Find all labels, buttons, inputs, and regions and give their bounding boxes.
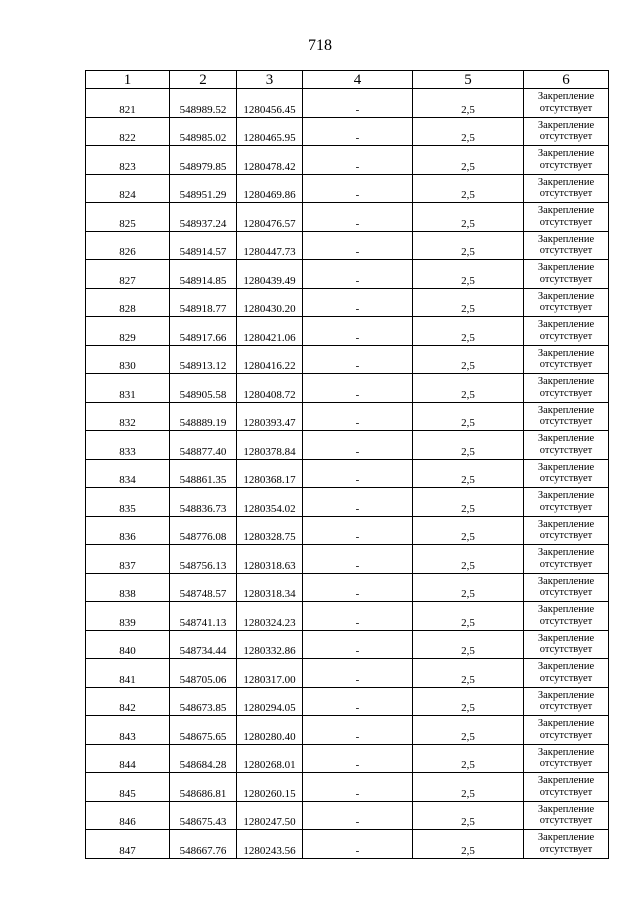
fixing-status-cell bbox=[524, 716, 609, 745]
column-header-6: 6 bbox=[524, 71, 609, 89]
x-coordinate-cell: 548675.65 bbox=[170, 716, 237, 745]
column-5-cell: 2,5 bbox=[413, 374, 524, 403]
table-row bbox=[86, 488, 609, 517]
fixing-status-line-2: отсутствует bbox=[539, 615, 593, 627]
table-row bbox=[86, 659, 609, 688]
table-row bbox=[86, 773, 609, 802]
fixing-status-line-2: отсутствует bbox=[539, 131, 593, 143]
column-4-cell: - bbox=[303, 174, 413, 203]
column-5-cell: 2,5 bbox=[413, 488, 524, 517]
fixing-status-cell bbox=[524, 602, 609, 631]
column-4-cell: - bbox=[303, 602, 413, 631]
x-coordinate-cell: 548877.40 bbox=[170, 431, 237, 460]
table-row bbox=[86, 602, 609, 631]
y-coordinate-cell: 1280324.23 bbox=[237, 602, 303, 631]
point-number-cell: 831 bbox=[86, 374, 170, 403]
column-5-cell: 2,5 bbox=[413, 203, 524, 232]
y-coordinate-cell: 1280456.45 bbox=[237, 89, 303, 118]
table-row bbox=[86, 716, 609, 745]
x-coordinate-cell: 548951.29 bbox=[170, 174, 237, 203]
y-coordinate-cell: 1280416.22 bbox=[237, 345, 303, 374]
fixing-status-line-1: Закрепление bbox=[537, 91, 595, 103]
column-5-cell: 2,5 bbox=[413, 573, 524, 602]
column-4-cell: - bbox=[303, 317, 413, 346]
column-5-cell: 2,5 bbox=[413, 89, 524, 118]
table-header-row bbox=[86, 71, 609, 89]
table-row bbox=[86, 830, 609, 859]
fixing-status-line-1: Закрепление bbox=[537, 775, 595, 787]
x-coordinate-cell: 548914.57 bbox=[170, 231, 237, 260]
fixing-status-line-2: отсутствует bbox=[539, 501, 593, 513]
column-4-cell: - bbox=[303, 687, 413, 716]
fixing-status-line-2: отсутствует bbox=[539, 188, 593, 200]
table-row bbox=[86, 374, 609, 403]
y-coordinate-cell: 1280368.17 bbox=[237, 459, 303, 488]
fixing-status-line-1: Закрепление bbox=[537, 404, 595, 416]
column-4-cell: - bbox=[303, 89, 413, 118]
column-header-5: 5 bbox=[413, 71, 524, 89]
column-5-cell: 2,5 bbox=[413, 716, 524, 745]
column-4-cell: - bbox=[303, 773, 413, 802]
x-coordinate-cell: 548985.02 bbox=[170, 117, 237, 146]
y-coordinate-cell: 1280478.42 bbox=[237, 146, 303, 175]
x-coordinate-cell: 548989.52 bbox=[170, 89, 237, 118]
fixing-status-line-1: Закрепление bbox=[537, 461, 595, 473]
fixing-status-line-1: Закрепление bbox=[537, 176, 595, 188]
x-coordinate-cell: 548667.76 bbox=[170, 830, 237, 859]
table-row bbox=[86, 174, 609, 203]
point-number-cell: 828 bbox=[86, 288, 170, 317]
column-5-cell: 2,5 bbox=[413, 687, 524, 716]
point-number-cell: 835 bbox=[86, 488, 170, 517]
column-4-cell: - bbox=[303, 459, 413, 488]
column-5-cell: 2,5 bbox=[413, 659, 524, 688]
column-5-cell: 2,5 bbox=[413, 288, 524, 317]
fixing-status-line-2: отсутствует bbox=[539, 416, 593, 428]
fixing-status-cell bbox=[524, 488, 609, 517]
fixing-status-line-2: отсутствует bbox=[539, 159, 593, 171]
fixing-status-line-1: Закрепление bbox=[537, 148, 595, 160]
fixing-status-line-1: Закрепление bbox=[537, 803, 595, 815]
point-number-cell: 846 bbox=[86, 801, 170, 830]
fixing-status-cell bbox=[524, 744, 609, 773]
fixing-status-line-1: Закрепление bbox=[537, 290, 595, 302]
table-row bbox=[86, 801, 609, 830]
fixing-status-line-1: Закрепление bbox=[537, 632, 595, 644]
column-5-cell: 2,5 bbox=[413, 602, 524, 631]
y-coordinate-cell: 1280280.40 bbox=[237, 716, 303, 745]
column-4-cell: - bbox=[303, 516, 413, 545]
table-row bbox=[86, 687, 609, 716]
fixing-status-cell bbox=[524, 260, 609, 289]
table-row bbox=[86, 516, 609, 545]
point-number-cell: 844 bbox=[86, 744, 170, 773]
fixing-status-cell bbox=[524, 174, 609, 203]
column-4-cell: - bbox=[303, 231, 413, 260]
column-4-cell: - bbox=[303, 716, 413, 745]
fixing-status-line-2: отсутствует bbox=[539, 786, 593, 798]
fixing-status-cell bbox=[524, 374, 609, 403]
y-coordinate-cell: 1280469.86 bbox=[237, 174, 303, 203]
point-number-cell: 833 bbox=[86, 431, 170, 460]
column-4-cell: - bbox=[303, 488, 413, 517]
x-coordinate-cell: 548979.85 bbox=[170, 146, 237, 175]
fixing-status-line-2: отсутствует bbox=[539, 216, 593, 228]
fixing-status-line-1: Закрепление bbox=[537, 746, 595, 758]
fixing-status-cell bbox=[524, 773, 609, 802]
fixing-status-line-2: отсутствует bbox=[539, 387, 593, 399]
y-coordinate-cell: 1280317.00 bbox=[237, 659, 303, 688]
fixing-status-line-2: отсутствует bbox=[539, 245, 593, 257]
fixing-status-cell bbox=[524, 801, 609, 830]
fixing-status-line-2: отсутствует bbox=[539, 815, 593, 827]
x-coordinate-cell: 548776.08 bbox=[170, 516, 237, 545]
table-row bbox=[86, 288, 609, 317]
x-coordinate-cell: 548914.85 bbox=[170, 260, 237, 289]
column-4-cell: - bbox=[303, 203, 413, 232]
fixing-status-cell bbox=[524, 573, 609, 602]
fixing-status-line-1: Закрепление bbox=[537, 119, 595, 131]
fixing-status-line-1: Закрепление bbox=[537, 575, 595, 587]
y-coordinate-cell: 1280465.95 bbox=[237, 117, 303, 146]
table-row bbox=[86, 89, 609, 118]
column-5-cell: 2,5 bbox=[413, 516, 524, 545]
column-4-cell: - bbox=[303, 801, 413, 830]
table-row bbox=[86, 146, 609, 175]
fixing-status-cell bbox=[524, 431, 609, 460]
column-4-cell: - bbox=[303, 830, 413, 859]
column-header-4: 4 bbox=[303, 71, 413, 89]
fixing-status-line-1: Закрепление bbox=[537, 689, 595, 701]
y-coordinate-cell: 1280268.01 bbox=[237, 744, 303, 773]
column-4-cell: - bbox=[303, 345, 413, 374]
fixing-status-line-1: Закрепление bbox=[537, 262, 595, 274]
y-coordinate-cell: 1280393.47 bbox=[237, 402, 303, 431]
fixing-status-line-2: отсутствует bbox=[539, 843, 593, 855]
fixing-status-line-1: Закрепление bbox=[537, 205, 595, 217]
x-coordinate-cell: 548741.13 bbox=[170, 602, 237, 631]
fixing-status-line-2: отсутствует bbox=[539, 359, 593, 371]
fixing-status-cell bbox=[524, 545, 609, 574]
x-coordinate-cell: 548686.81 bbox=[170, 773, 237, 802]
column-4-cell: - bbox=[303, 402, 413, 431]
fixing-status-line-1: Закрепление bbox=[537, 347, 595, 359]
y-coordinate-cell: 1280332.86 bbox=[237, 630, 303, 659]
column-4-cell: - bbox=[303, 146, 413, 175]
point-number-cell: 839 bbox=[86, 602, 170, 631]
x-coordinate-cell: 548675.43 bbox=[170, 801, 237, 830]
point-number-cell: 829 bbox=[86, 317, 170, 346]
point-number-cell: 826 bbox=[86, 231, 170, 260]
y-coordinate-cell: 1280430.20 bbox=[237, 288, 303, 317]
table-row bbox=[86, 117, 609, 146]
point-number-cell: 830 bbox=[86, 345, 170, 374]
fixing-status-line-2: отсутствует bbox=[539, 273, 593, 285]
x-coordinate-cell: 548937.24 bbox=[170, 203, 237, 232]
fixing-status-cell bbox=[524, 317, 609, 346]
y-coordinate-cell: 1280421.06 bbox=[237, 317, 303, 346]
table-row bbox=[86, 459, 609, 488]
fixing-status-cell bbox=[524, 89, 609, 118]
point-number-cell: 836 bbox=[86, 516, 170, 545]
fixing-status-line-2: отсутствует bbox=[539, 729, 593, 741]
column-5-cell: 2,5 bbox=[413, 231, 524, 260]
column-4-cell: - bbox=[303, 288, 413, 317]
column-5-cell: 2,5 bbox=[413, 146, 524, 175]
fixing-status-line-2: отсутствует bbox=[539, 587, 593, 599]
column-5-cell: 2,5 bbox=[413, 773, 524, 802]
point-number-cell: 841 bbox=[86, 659, 170, 688]
column-4-cell: - bbox=[303, 630, 413, 659]
fixing-status-cell bbox=[524, 288, 609, 317]
table-row bbox=[86, 630, 609, 659]
x-coordinate-cell: 548673.85 bbox=[170, 687, 237, 716]
column-5-cell: 2,5 bbox=[413, 317, 524, 346]
fixing-status-line-2: отсутствует bbox=[539, 672, 593, 684]
x-coordinate-cell: 548748.57 bbox=[170, 573, 237, 602]
point-number-cell: 822 bbox=[86, 117, 170, 146]
fixing-status-cell bbox=[524, 146, 609, 175]
point-number-cell: 847 bbox=[86, 830, 170, 859]
point-number-cell: 832 bbox=[86, 402, 170, 431]
column-5-cell: 2,5 bbox=[413, 260, 524, 289]
column-4-cell: - bbox=[303, 117, 413, 146]
column-5-cell: 2,5 bbox=[413, 630, 524, 659]
fixing-status-line-2: отсутствует bbox=[539, 758, 593, 770]
y-coordinate-cell: 1280328.75 bbox=[237, 516, 303, 545]
fixing-status-cell bbox=[524, 830, 609, 859]
x-coordinate-cell: 548861.35 bbox=[170, 459, 237, 488]
table-row bbox=[86, 260, 609, 289]
fixing-status-line-1: Закрепление bbox=[537, 490, 595, 502]
coordinates-table bbox=[85, 70, 609, 859]
y-coordinate-cell: 1280247.50 bbox=[237, 801, 303, 830]
fixing-status-line-1: Закрепление bbox=[537, 433, 595, 445]
y-coordinate-cell: 1280354.02 bbox=[237, 488, 303, 517]
column-5-cell: 2,5 bbox=[413, 801, 524, 830]
y-coordinate-cell: 1280318.34 bbox=[237, 573, 303, 602]
table-row bbox=[86, 744, 609, 773]
x-coordinate-cell: 548836.73 bbox=[170, 488, 237, 517]
point-number-cell: 824 bbox=[86, 174, 170, 203]
fixing-status-line-2: отсутствует bbox=[539, 102, 593, 114]
fixing-status-cell bbox=[524, 630, 609, 659]
table-row bbox=[86, 345, 609, 374]
fixing-status-line-1: Закрепление bbox=[537, 518, 595, 530]
x-coordinate-cell: 548734.44 bbox=[170, 630, 237, 659]
y-coordinate-cell: 1280476.57 bbox=[237, 203, 303, 232]
table-row bbox=[86, 203, 609, 232]
fixing-status-line-1: Закрепление bbox=[537, 547, 595, 559]
column-4-cell: - bbox=[303, 545, 413, 574]
column-5-cell: 2,5 bbox=[413, 431, 524, 460]
point-number-cell: 827 bbox=[86, 260, 170, 289]
column-5-cell: 2,5 bbox=[413, 345, 524, 374]
column-5-cell: 2,5 bbox=[413, 402, 524, 431]
column-5-cell: 2,5 bbox=[413, 545, 524, 574]
table-row bbox=[86, 431, 609, 460]
table-row bbox=[86, 317, 609, 346]
point-number-cell: 821 bbox=[86, 89, 170, 118]
fixing-status-line-2: отсутствует bbox=[539, 530, 593, 542]
fixing-status-line-1: Закрепление bbox=[537, 661, 595, 673]
point-number-cell: 837 bbox=[86, 545, 170, 574]
fixing-status-line-2: отсутствует bbox=[539, 302, 593, 314]
y-coordinate-cell: 1280243.56 bbox=[237, 830, 303, 859]
x-coordinate-cell: 548918.77 bbox=[170, 288, 237, 317]
fixing-status-line-2: отсутствует bbox=[539, 444, 593, 456]
x-coordinate-cell: 548905.58 bbox=[170, 374, 237, 403]
x-coordinate-cell: 548756.13 bbox=[170, 545, 237, 574]
column-4-cell: - bbox=[303, 659, 413, 688]
point-number-cell: 823 bbox=[86, 146, 170, 175]
y-coordinate-cell: 1280294.05 bbox=[237, 687, 303, 716]
fixing-status-line-1: Закрепление bbox=[537, 319, 595, 331]
fixing-status-cell bbox=[524, 203, 609, 232]
fixing-status-line-2: отсутствует bbox=[539, 558, 593, 570]
column-5-cell: 2,5 bbox=[413, 117, 524, 146]
fixing-status-line-1: Закрепление bbox=[537, 376, 595, 388]
fixing-status-cell bbox=[524, 231, 609, 260]
table-row bbox=[86, 231, 609, 260]
fixing-status-line-1: Закрепление bbox=[537, 832, 595, 844]
point-number-cell: 842 bbox=[86, 687, 170, 716]
x-coordinate-cell: 548705.06 bbox=[170, 659, 237, 688]
point-number-cell: 840 bbox=[86, 630, 170, 659]
column-5-cell: 2,5 bbox=[413, 174, 524, 203]
column-4-cell: - bbox=[303, 744, 413, 773]
column-4-cell: - bbox=[303, 374, 413, 403]
point-number-cell: 834 bbox=[86, 459, 170, 488]
page-number: 718 bbox=[308, 37, 332, 54]
table-row bbox=[86, 545, 609, 574]
y-coordinate-cell: 1280260.15 bbox=[237, 773, 303, 802]
point-number-cell: 843 bbox=[86, 716, 170, 745]
point-number-cell: 845 bbox=[86, 773, 170, 802]
x-coordinate-cell: 548917.66 bbox=[170, 317, 237, 346]
table-row bbox=[86, 573, 609, 602]
y-coordinate-cell: 1280408.72 bbox=[237, 374, 303, 403]
point-number-cell: 838 bbox=[86, 573, 170, 602]
y-coordinate-cell: 1280447.73 bbox=[237, 231, 303, 260]
fixing-status-line-2: отсутствует bbox=[539, 330, 593, 342]
column-header-3: 3 bbox=[237, 71, 303, 89]
fixing-status-cell bbox=[524, 659, 609, 688]
x-coordinate-cell: 548684.28 bbox=[170, 744, 237, 773]
column-4-cell: - bbox=[303, 260, 413, 289]
fixing-status-line-1: Закрепление bbox=[537, 604, 595, 616]
column-header-1: 1 bbox=[86, 71, 170, 89]
column-5-cell: 2,5 bbox=[413, 744, 524, 773]
fixing-status-cell bbox=[524, 345, 609, 374]
table-body bbox=[86, 89, 609, 859]
fixing-status-line-2: отсутствует bbox=[539, 473, 593, 485]
column-header-2: 2 bbox=[170, 71, 237, 89]
column-4-cell: - bbox=[303, 431, 413, 460]
column-4-cell: - bbox=[303, 573, 413, 602]
y-coordinate-cell: 1280439.49 bbox=[237, 260, 303, 289]
column-5-cell: 2,5 bbox=[413, 830, 524, 859]
fixing-status-line-2: отсутствует bbox=[539, 701, 593, 713]
fixing-status-line-2: отсутствует bbox=[539, 644, 593, 656]
fixing-status-line-1: Закрепление bbox=[537, 718, 595, 730]
point-number-cell: 825 bbox=[86, 203, 170, 232]
fixing-status-cell bbox=[524, 402, 609, 431]
fixing-status-line-1: Закрепление bbox=[537, 233, 595, 245]
fixing-status-cell bbox=[524, 459, 609, 488]
column-5-cell: 2,5 bbox=[413, 459, 524, 488]
x-coordinate-cell: 548913.12 bbox=[170, 345, 237, 374]
fixing-status-cell bbox=[524, 117, 609, 146]
fixing-status-cell bbox=[524, 687, 609, 716]
fixing-status-cell bbox=[524, 516, 609, 545]
table-row bbox=[86, 402, 609, 431]
y-coordinate-cell: 1280318.63 bbox=[237, 545, 303, 574]
y-coordinate-cell: 1280378.84 bbox=[237, 431, 303, 460]
x-coordinate-cell: 548889.19 bbox=[170, 402, 237, 431]
